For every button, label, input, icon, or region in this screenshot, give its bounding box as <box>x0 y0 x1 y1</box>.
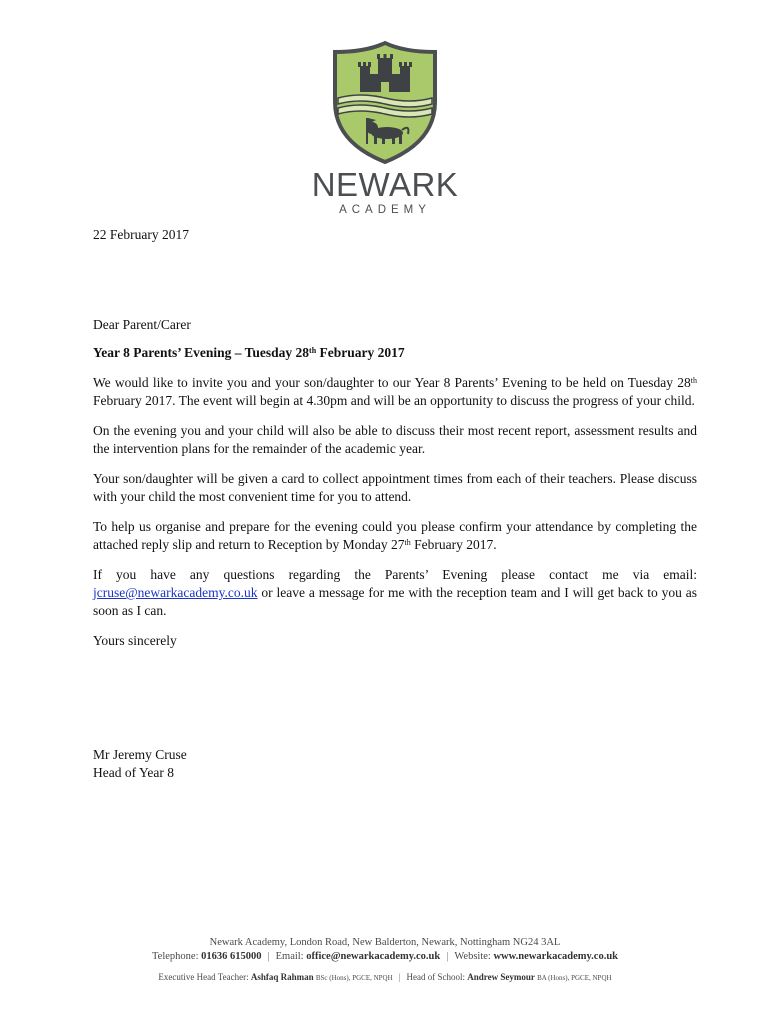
footer-contact: Telephone: 01636 615000 | Email: office@newarkacademy.co.uk | Website: www.newarkacademy.co.uk <box>152 951 618 962</box>
letter-date: 22 February 2017 <box>93 227 189 242</box>
school-logo <box>300 40 470 220</box>
footer-address: Newark Academy, London Road, New Balderton, Newark, Nottingham NG24 3AL <box>209 937 561 948</box>
footer-website[interactable]: www.newarkacademy.co.uk <box>493 951 618 962</box>
letter-heading: Year 8 Parents’ Evening – Tuesday 28th February 2017 <box>93 345 405 360</box>
signature-title: Head of Year 8 <box>93 765 174 780</box>
paragraph-discussion: On the evening you and your child will also be able to discuss their most recent report, assessment results and the intervention plans for the remainder of the academic year. <box>93 423 697 456</box>
footer-email[interactable]: office@newarkacademy.co.uk <box>306 951 441 962</box>
school-name: NEWARK <box>311 166 459 203</box>
footer-telephone: 01636 615000 <box>201 951 262 962</box>
paragraph-appointments: Your son/daughter will be given a card to collect appointment times from each of their teachers. Please discuss with your child the most convenient time for you to attend. <box>93 471 697 504</box>
school-crest-icon <box>330 40 440 165</box>
signature-block <box>93 746 187 782</box>
school-subtitle: ACADEMY <box>339 204 431 216</box>
letter-footer <box>0 936 770 985</box>
letter-body <box>93 316 697 650</box>
paragraph-invitation: We would like to invite you and your son/daughter to our Year 8 Parents’ Evening to be held on Tuesday 28th February 2017. The event will begin at 4.30pm and will be an opportunity to discuss the progress of your child. <box>93 375 697 408</box>
paragraph-confirm-attendance: To help us organise and prepare for the evening could you please confirm your attendance by completing the attached reply slip and return to Reception by Monday 27th February 2017. <box>93 519 697 552</box>
email-link[interactable]: jcruse@newarkacademy.co.uk <box>93 585 258 600</box>
paragraph-contact: If you have any questions regarding the Parents’ Evening please contact me via email: jcruse@newarkacademy.co.uk or leave a message for me with the reception team and I will get back to you as soon as I can. <box>93 567 697 618</box>
footer-staff: Executive Head Teacher: Ashfaq Rahman BSc (Hons), PGCE, NPQH | Head of School: Andrew Seymour BA (Hons), PGCE, NPQH <box>158 972 612 982</box>
closing: Yours sincerely <box>93 633 177 648</box>
salutation: Dear Parent/Carer <box>93 317 191 332</box>
signature-name: Mr Jeremy Cruse <box>93 747 187 762</box>
